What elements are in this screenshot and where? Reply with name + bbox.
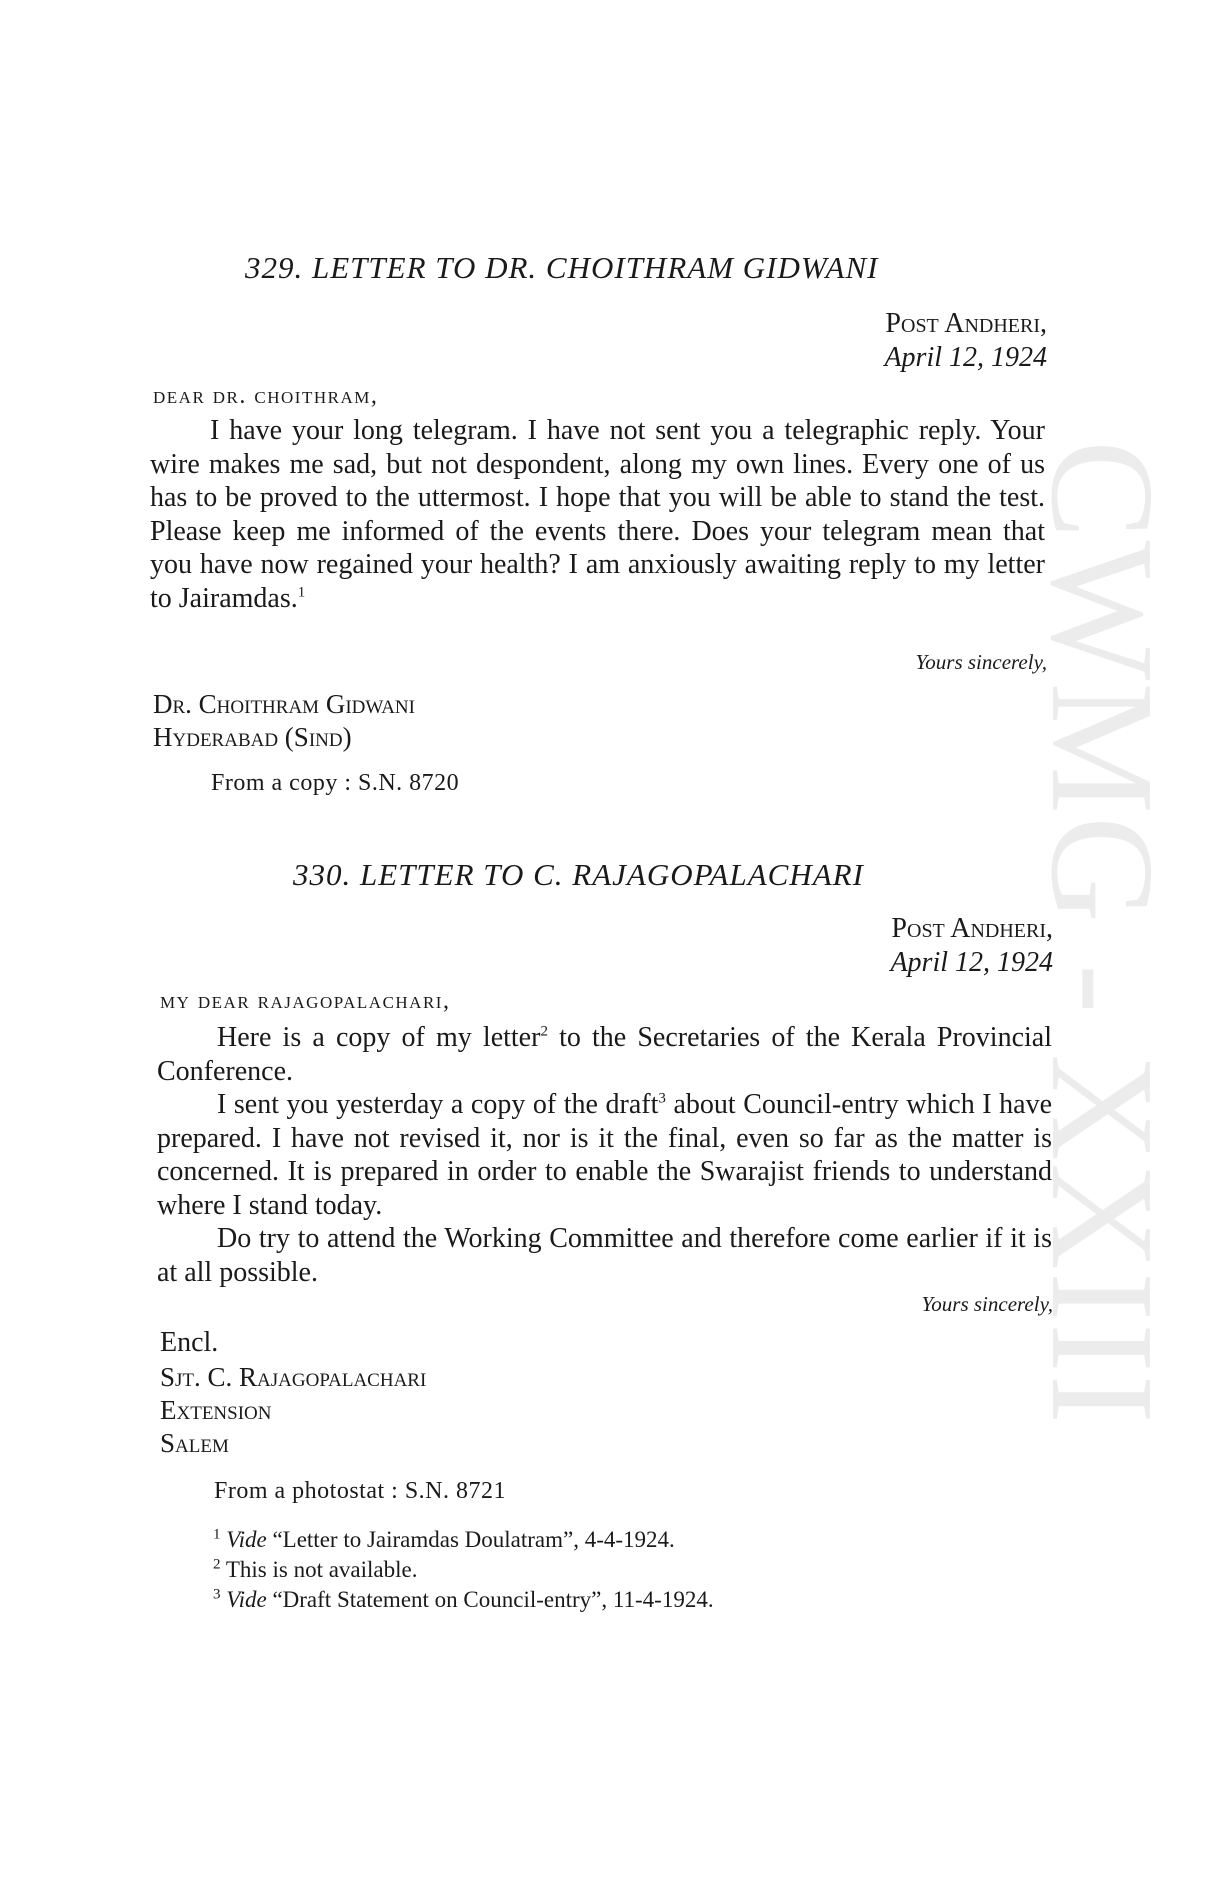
letter2-paragraph: I sent you yesterday a copy of the draft$^3$ about Council-entry which I have prepared. I have not revised it, nor is it the final, even so far as the matter is concerned. It is prepared in order to enable the Swarajist friends to understand where I stand today. [157,1089,1052,1221]
letter2-source: From a photostat : S.N. 8721 [214,1478,507,1504]
letter2-paragraph: Do try to attend the Working Committee and therefore come earlier if it is at all possible. [157,1223,1052,1288]
watermark: CWMG - XXIII [1020,440,1184,1426]
letter1-address-line: Hyderabad (Sind) [153,722,352,752]
letter1-date: April 12, 1924 [884,342,1047,373]
letter1-signoff: Yours sincerely, [915,650,1047,674]
letter2-place: Post Andheri, [891,913,1053,944]
letter1-heading: 329. LETTER TO DR. CHOITHRAM GIDWANI [245,250,879,285]
letter2-signoff: Yours sincerely, [921,1292,1053,1316]
letter2-date: April 12, 1924 [890,947,1053,978]
letter2-heading: 330. LETTER TO C. RAJAGOPALACHARI [293,857,864,892]
letter2-address [160,1361,426,1460]
letter2-salutation: my dear rajagopalachari, [160,988,451,1014]
letter1-body [150,414,1045,615]
footnote-ref-3: 3 [658,1090,666,1107]
letter2-enclosure: Encl. [160,1327,219,1358]
footnote-ref-2: 2 [540,1023,548,1040]
letter1-address-line: Dr. Choithram Gidwani [153,689,415,719]
letter2-address-line: Salem [160,1428,229,1458]
letter1-salutation: dear dr. choithram, [153,383,379,409]
footnote: $^2$ This is not available. [213,1556,418,1582]
letter1-source: From a copy : S.N. 8720 [211,770,460,796]
letter2-body [157,1021,1052,1289]
letter2-address-line: Sjt. C. Rajagopalachari [160,1362,427,1392]
footnote: $^1$ Vide “Letter to Jairamdas Doulatram”, 4-4-1924. [213,1526,675,1552]
footnotes [213,1525,714,1615]
letter2-address-line: Extension [160,1395,272,1425]
letter1-place: Post Andheri, [885,308,1047,339]
footnote-ref-1: 1 [297,584,306,601]
letter1-address [153,688,415,754]
footnote: $^3$ Vide “Draft Statement on Council-entry”, 11-4-1924. [213,1586,714,1612]
letter2-paragraph: Here is a copy of my letter$^2$ to the Secretaries of the Kerala Provincial Conference. [157,1022,1052,1087]
letter1-body-text: I have your long telegram. I have not sent you a telegraphic reply. Your wire makes me sad, but not despondent, along my own lines. Every one of us has to be proved to the uttermost. I hope that you will be able to stand the test. Please keep me informed of the events there. Does your telegram mean that you have now regained your health? I am anxiously awaiting reply to my letter to Jairamdas. [150,415,1045,614]
